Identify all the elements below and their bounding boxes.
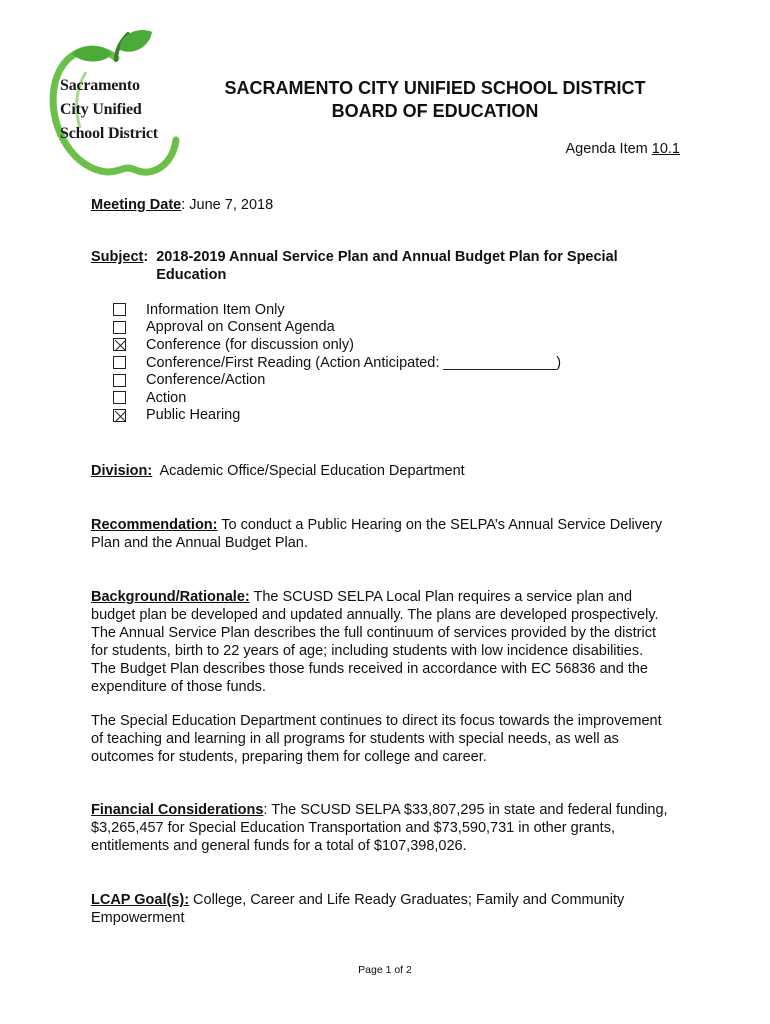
financial-value: : The SCUSD SELPA $33,807,295 in state and federal funding, $3,265,457 for Special Education Transportation and $73,590,731 in other grants, entitlements and general funds for a total of $107,398,026.	[91, 802, 668, 854]
logo-line: Sacramento	[60, 77, 140, 94]
agenda-item	[566, 141, 680, 157]
background-value: The SCUSD SELPA Local Plan requires a service plan and budget plan be developed and updated annually. The plans are developed prospectively. The Annual Service Plan describes the full continuum of services provided by the district for students, birth to 22 years of age; including students with low incidence disabilities. The Budget Plan describes those funds received in accordance with EC 56836 and the expenditure of those funds.	[91, 589, 659, 695]
checklist-item	[113, 319, 561, 337]
x-mark-icon	[114, 339, 127, 352]
meeting-date-label: Meeting Date	[91, 197, 182, 213]
recommendation-value: To conduct a Public Hearing on the SELPA’s Annual Service Delivery Plan and the Annual Budget Plan.	[91, 517, 663, 551]
background-label: Background/Rationale:	[91, 589, 250, 605]
financial-label: Financial Considerations	[91, 802, 264, 818]
checkbox[interactable]	[113, 321, 126, 334]
x-mark-icon	[114, 410, 127, 423]
subject-section	[91, 248, 656, 284]
checkbox[interactable]	[113, 391, 126, 404]
board-title: BOARD OF EDUCATION	[331, 101, 539, 121]
page-number: Page 1 of 2	[358, 964, 412, 976]
checklist-label: Conference/Action	[146, 372, 266, 389]
logo-line: City Unified	[60, 101, 142, 118]
district-title: SACRAMENTO CITY UNIFIED SCHOOL DISTRICT	[224, 78, 646, 98]
checkbox[interactable]	[113, 374, 126, 387]
checklist-label: Public Hearing	[146, 407, 241, 424]
lcap-label: LCAP Goal(s):	[91, 892, 190, 908]
agenda-prefix: Agenda Item	[565, 141, 652, 157]
checklist-item	[113, 407, 561, 425]
division-label: Division:	[91, 463, 153, 479]
checklist-label: Action	[146, 389, 187, 406]
checklist-label: Conference (for discussion only)	[146, 336, 354, 353]
agenda-number: 10.1	[651, 141, 680, 157]
recommendation	[91, 516, 671, 552]
checklist-label: Information Item Only	[146, 301, 285, 318]
checkbox[interactable]	[113, 303, 126, 316]
leaf-left-icon	[72, 46, 112, 62]
checkbox-checked[interactable]	[113, 409, 126, 422]
subject-label-wrap	[91, 248, 148, 284]
financial-considerations	[91, 801, 671, 855]
subject-label: Subject	[91, 249, 144, 265]
checklist-item	[113, 301, 561, 319]
checklist-item	[113, 389, 561, 407]
logo-line: School District	[60, 125, 158, 142]
leaf-right-icon	[120, 30, 152, 52]
background-rationale	[91, 588, 671, 696]
subject-colon: :	[143, 249, 149, 265]
item-type-checklist	[113, 301, 561, 424]
meeting-date	[91, 196, 273, 214]
recommendation-label: Recommendation:	[91, 517, 218, 533]
checklist-label: Approval on Consent Agenda	[146, 319, 335, 336]
checklist-item	[113, 336, 561, 354]
sped-paragraph: The Special Education Department continues to direct its focus towards the improvement of teaching and learning in all programs for students with special needs, as well as outcomes for students, preparing them for college and career.	[91, 713, 662, 765]
division	[91, 462, 465, 480]
checklist-label: Conference/First Reading (Action Anticipated: ______________)	[146, 354, 562, 371]
checklist-item	[113, 371, 561, 389]
checkbox[interactable]	[113, 356, 126, 369]
division-value: Academic Office/Special Education Department	[152, 463, 465, 479]
lcap-goals	[91, 891, 671, 927]
logo-wordmark	[60, 74, 158, 146]
checkbox-checked[interactable]	[113, 338, 126, 351]
meeting-date-value: : June 7, 2018	[181, 197, 274, 213]
lcap-value: College, Career and Life Ready Graduates; Family and Community Empowerment	[91, 892, 625, 926]
checklist-item	[113, 354, 561, 372]
subject-title: 2018-2019 Annual Service Plan and Annual Budget Plan for Special Education	[156, 249, 618, 283]
